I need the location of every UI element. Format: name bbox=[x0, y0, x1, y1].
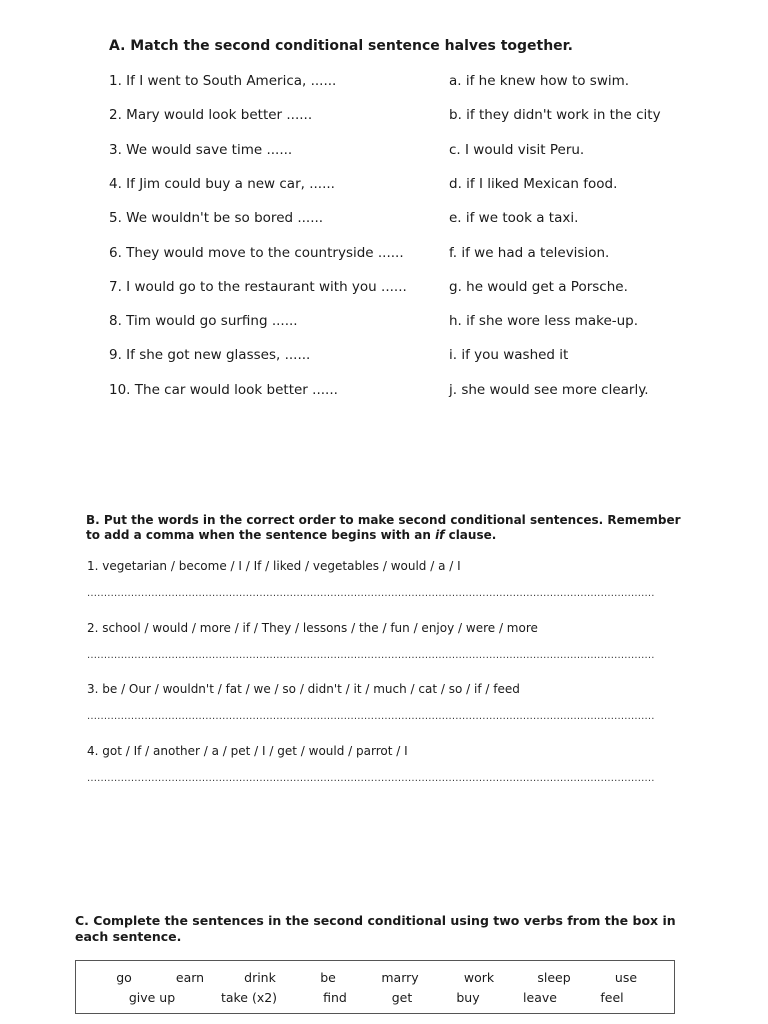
answer-line-1[interactable]: ........................................................................................................................................................................ bbox=[87, 588, 655, 599]
sentence-end-i: i. if you washed it bbox=[449, 347, 569, 364]
verb-work: work bbox=[463, 970, 495, 985]
verb-leave: leave bbox=[523, 990, 557, 1005]
verb-drink: drink bbox=[244, 970, 276, 985]
verb-go: go bbox=[116, 970, 132, 985]
verb-feel: feel bbox=[600, 990, 624, 1005]
verb-get: get bbox=[391, 990, 413, 1005]
section-c-title: C. Complete the sentences in the second conditional using two verbs from the box in each sentence. bbox=[75, 913, 676, 944]
sentence-start-4: 4. If Jim could buy a new car, ...... bbox=[109, 175, 335, 192]
section-b-title bbox=[86, 513, 686, 543]
sentence-start-8: 8. Tim would go surfing ...... bbox=[109, 313, 298, 330]
sentence-start-2: 2. Mary would look better ...... bbox=[109, 107, 313, 124]
verb-marry: marry bbox=[381, 970, 419, 985]
word-order-item-4: 4. got / If / another / a / pet / I / get / would / parrot / I bbox=[87, 743, 408, 758]
sentence-start-6: 6. They would move to the countryside ...... bbox=[109, 244, 404, 261]
verb-sleep: sleep bbox=[537, 970, 571, 985]
sentence-end-f: f. if we had a television. bbox=[449, 244, 610, 261]
answer-line-3[interactable]: ........................................................................................................................................................................ bbox=[87, 711, 655, 722]
verb-take-x2: take (x2) bbox=[220, 990, 278, 1005]
section-b-title-italic: if bbox=[435, 528, 445, 542]
sentence-start-7: 7. I would go to the restaurant with you ...... bbox=[109, 278, 407, 295]
sentence-start-5: 5. We wouldn't be so bored ...... bbox=[109, 210, 324, 227]
sentence-end-g: g. he would get a Porsche. bbox=[449, 278, 628, 295]
verb-earn: earn bbox=[175, 970, 205, 985]
sentence-end-d: d. if I liked Mexican food. bbox=[449, 175, 618, 192]
word-order-item-1: 1. vegetarian / become / I / If / liked / vegetables / would / a / I bbox=[87, 559, 461, 573]
verb-buy: buy bbox=[456, 990, 480, 1005]
sentence-end-b: b. if they didn't work in the city bbox=[449, 107, 661, 124]
sentence-end-e: e. if we took a taxi. bbox=[449, 210, 579, 227]
word-order-item-2: 2. school / would / more / if / They / lessons / the / fun / enjoy / were / more bbox=[87, 620, 538, 635]
sentence-end-c: c. I would visit Peru. bbox=[449, 141, 585, 158]
verb-box bbox=[75, 960, 675, 1014]
section-a-title: A. Match the second conditional sentence halves together. bbox=[109, 38, 573, 54]
sentence-end-a: a. if he knew how to swim. bbox=[449, 73, 630, 89]
section-b-title-end: clause. bbox=[444, 528, 497, 542]
answer-line-2[interactable]: ........................................................................................................................................................................ bbox=[87, 649, 655, 661]
verb-use: use bbox=[614, 970, 638, 985]
verb-be: be bbox=[320, 970, 336, 985]
sentence-start-3: 3. We would save time ...... bbox=[109, 141, 293, 158]
verb-find: find bbox=[323, 990, 347, 1005]
word-order-item-3: 3. be / Our / wouldn't / fat / we / so / didn't / it / much / cat / so / if / feed bbox=[87, 682, 520, 696]
answer-line-4[interactable]: ........................................................................................................................................................................ bbox=[87, 772, 655, 784]
sentence-end-j: j. she would see more clearly. bbox=[449, 381, 649, 398]
sentence-start-9: 9. If she got new glasses, ...... bbox=[109, 347, 311, 364]
sentence-start-1: 1. If I went to South America, ...... bbox=[109, 73, 337, 89]
section-b-title-text: B. Put the words in the correct order to make second conditional sentences. Remember to add a comma when the sentence begins with an bbox=[86, 513, 681, 542]
sentence-start-10: 10. The car would look better ...... bbox=[109, 381, 338, 398]
sentence-end-h: h. if she wore less make-up. bbox=[449, 313, 639, 330]
verb-give-up: give up bbox=[128, 990, 176, 1005]
